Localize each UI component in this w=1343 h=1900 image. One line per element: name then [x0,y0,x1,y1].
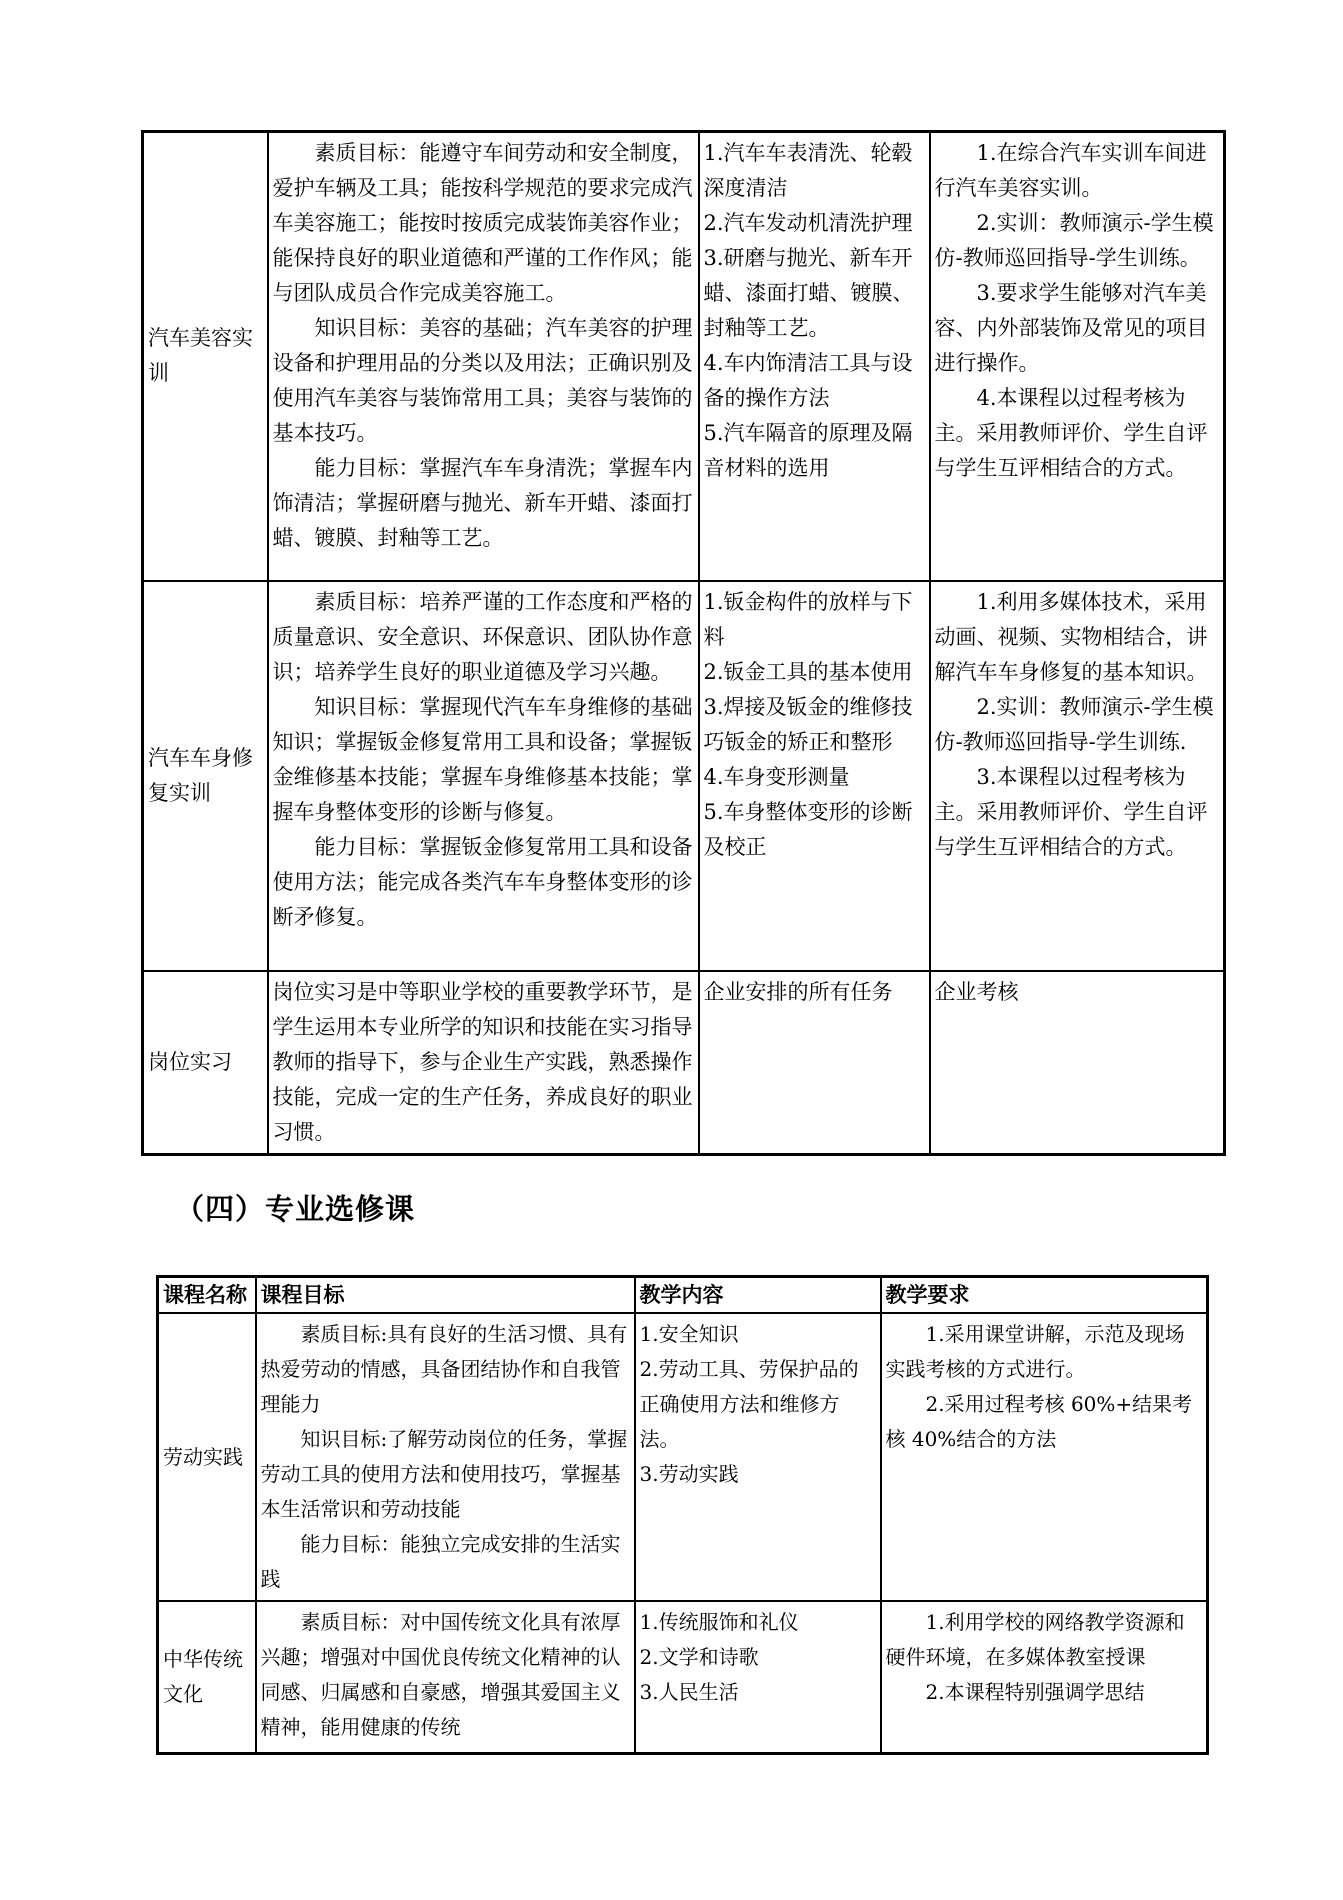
course-goals-cell [256,1601,635,1753]
goal-ability: 能力目标：能独立完成安排的生活实践 [260,1532,621,1591]
table-header-row [158,1277,1208,1314]
requirement-item: 1.利用学校的网络教学资源和硬件环境，在多媒体教室授课 [885,1610,1185,1669]
course-name: 中华传统文化 [163,1646,243,1706]
course-requirements-cell [881,1601,1208,1753]
course-requirements-cell [930,132,1225,581]
content-item: 4.车身变形测量 [703,764,850,789]
course-table-core [141,130,1226,1156]
header-course-goals: 课程目标 [256,1277,635,1314]
goal-quality: 素质目标：对中国传统文化具有浓厚兴趣；增强对中国优良传统文化精神的认同感、归属感和自豪感，增强其爱国主义精神，能用健康的传统 [260,1610,621,1739]
goal-knowledge: 知识目标：美容的基础；汽车美容的护理设备和护理用品的分类以及用法；正确识别及使用汽车美容与装饰常用工具；美容与装饰的基本技巧。 [272,316,693,445]
course-name: 岗位实习 [148,1049,232,1074]
course-requirements-cell [881,1313,1208,1601]
course-goals-cell [268,132,699,581]
goal-knowledge: 知识目标:了解劳动岗位的任务，掌握劳动工具的使用方法和使用技巧，掌握基本生活常识和劳动技能 [260,1427,628,1521]
content-item: 2.劳动工具、劳保护品的正确使用方法和维修方法。 [639,1357,859,1451]
requirement-item: 1.采用课堂讲解，示范及现场实践考核的方式进行。 [885,1322,1185,1381]
course-content-cell [635,1313,881,1601]
requirement-item: 4.本课程以过程考核为主。采用教师评价、学生自评与学生互评相结合的方式。 [934,386,1208,480]
table-row [143,971,1225,1155]
course-goals-cell [268,971,699,1155]
requirement-item: 3.本课程以过程考核为主。采用教师评价、学生自评与学生互评相结合的方式。 [934,764,1208,859]
course-goals-cell [256,1313,635,1601]
course-name-cell [143,971,268,1155]
header-course-name: 课程名称 [158,1277,256,1314]
content-item: 5.汽车隔音的原理及隔音材料的选用 [703,421,913,480]
course-name: 汽车美容实训 [148,326,253,386]
requirement-item: 3.要求学生能够对汽车美容、内外部装饰及常见的项目进行操作。 [934,281,1208,375]
requirement-item: 企业考核 [934,979,1019,1004]
course-content-cell [699,971,930,1155]
course-name-cell [143,132,268,581]
content-item: 1.安全知识 [639,1322,739,1346]
content-item: 1.汽车车表清洗、轮毂深度清洁 [703,141,913,200]
course-name-cell [158,1601,256,1753]
table-row [158,1313,1208,1601]
course-requirements-cell [930,581,1225,971]
content-item: 3.研磨与抛光、新车开蜡、漆面打蜡、镀膜、封釉等工艺。 [703,246,914,340]
content-item: 3.焊接及钣金的维修技巧钣金的矫正和整形 [703,694,913,754]
course-content-cell [635,1601,881,1753]
content-item: 2.钣金工具的基本使用 [703,659,913,684]
requirement-item: 2.采用过程考核 60%+结果考核 40%结合的方法 [885,1392,1193,1451]
table-row [143,581,1225,971]
goal-quality: 素质目标：培养严谨的工作态度和严格的质量意识、安全意识、环保意识、团队协作意识；培养学生良好的职业道德及学习兴趣。 [272,589,693,684]
requirement-item: 1.在综合汽车实训车间进行汽车美容实训。 [934,141,1207,200]
requirement-item: 2.实训：教师演示-学生模仿-教师巡回指导-学生训练. [934,694,1214,754]
content-item: 2.文学和诗歌 [639,1645,759,1669]
content-item: 3.劳动实践 [639,1462,739,1486]
course-table-electives [156,1275,1209,1755]
table-row [158,1601,1208,1753]
table-row [143,132,1225,581]
content-item: 1.传统服饰和礼仪 [639,1610,799,1634]
requirement-item: 2.本课程特别强调学思结 [925,1680,1145,1704]
course-name-cell [158,1313,256,1601]
course-content-cell [699,581,930,971]
goal-ability: 能力目标：掌握汽车车身清洗；掌握车内饰清洁；掌握研磨与抛光、新车开蜡、漆面打蜡、镀膜、封釉等工艺。 [272,456,693,550]
goal-ability: 能力目标：掌握钣金修复常用工具和设备使用方法；能完成各类汽车车身整体变形的诊断矛修复。 [272,834,693,929]
content-item: 企业安排的所有任务 [703,979,893,1004]
header-course-requirements: 教学要求 [881,1277,1208,1314]
goal-knowledge: 知识目标：掌握现代汽车车身维修的基础知识；掌握钣金修复常用工具和设备；掌握钣金维修基本技能；掌握车身维修基本技能；掌握车身整体变形的诊断与修复。 [272,694,693,824]
course-requirements-cell [930,971,1225,1155]
requirement-item: 2.实训：教师演示-学生模仿-教师巡回指导-学生训练。 [934,211,1214,270]
goal-quality: 素质目标:具有良好的生活习惯、具有热爱劳动的情感，具备团结协作和自我管理能力 [260,1322,628,1416]
content-item: 5.车身整体变形的诊断及校正 [703,799,913,859]
course-content-cell [699,132,930,581]
course-name: 劳动实践 [163,1444,243,1469]
content-item: 1.钣金构件的放样与下料 [703,589,913,649]
section-heading: （四）专业选修课 [175,1192,416,1226]
goal-quality: 素质目标：能遵守车间劳动和安全制度，爱护车辆及工具；能按科学规范的要求完成汽车美容施工；能按时按质完成装饰美容作业；能保持良好的职业道德和严谨的工作作风；能与团队成员合作完成美容施工。 [272,141,693,305]
goal-text: 岗位实习是中等职业学校的重要教学环节，是学生运用本专业所学的知识和技能在实习指导教师的指导下，参与企业生产实践，熟悉操作技能，完成一定的生产任务，养成良好的职业习惯。 [272,979,693,1144]
content-item: 3.人民生活 [639,1680,739,1704]
course-name-cell [143,581,268,971]
content-item: 4.车内饰清洁工具与设备的操作方法 [703,351,913,410]
content-item: 2.汽车发动机清洗护理 [703,211,913,235]
requirement-item: 1.利用多媒体技术，采用动画、视频、实物相结合，讲解汽车车身修复的基本知识。 [934,589,1208,684]
course-name: 汽车车身修复实训 [148,745,253,805]
header-course-content: 教学内容 [635,1277,881,1314]
course-goals-cell [268,581,699,971]
